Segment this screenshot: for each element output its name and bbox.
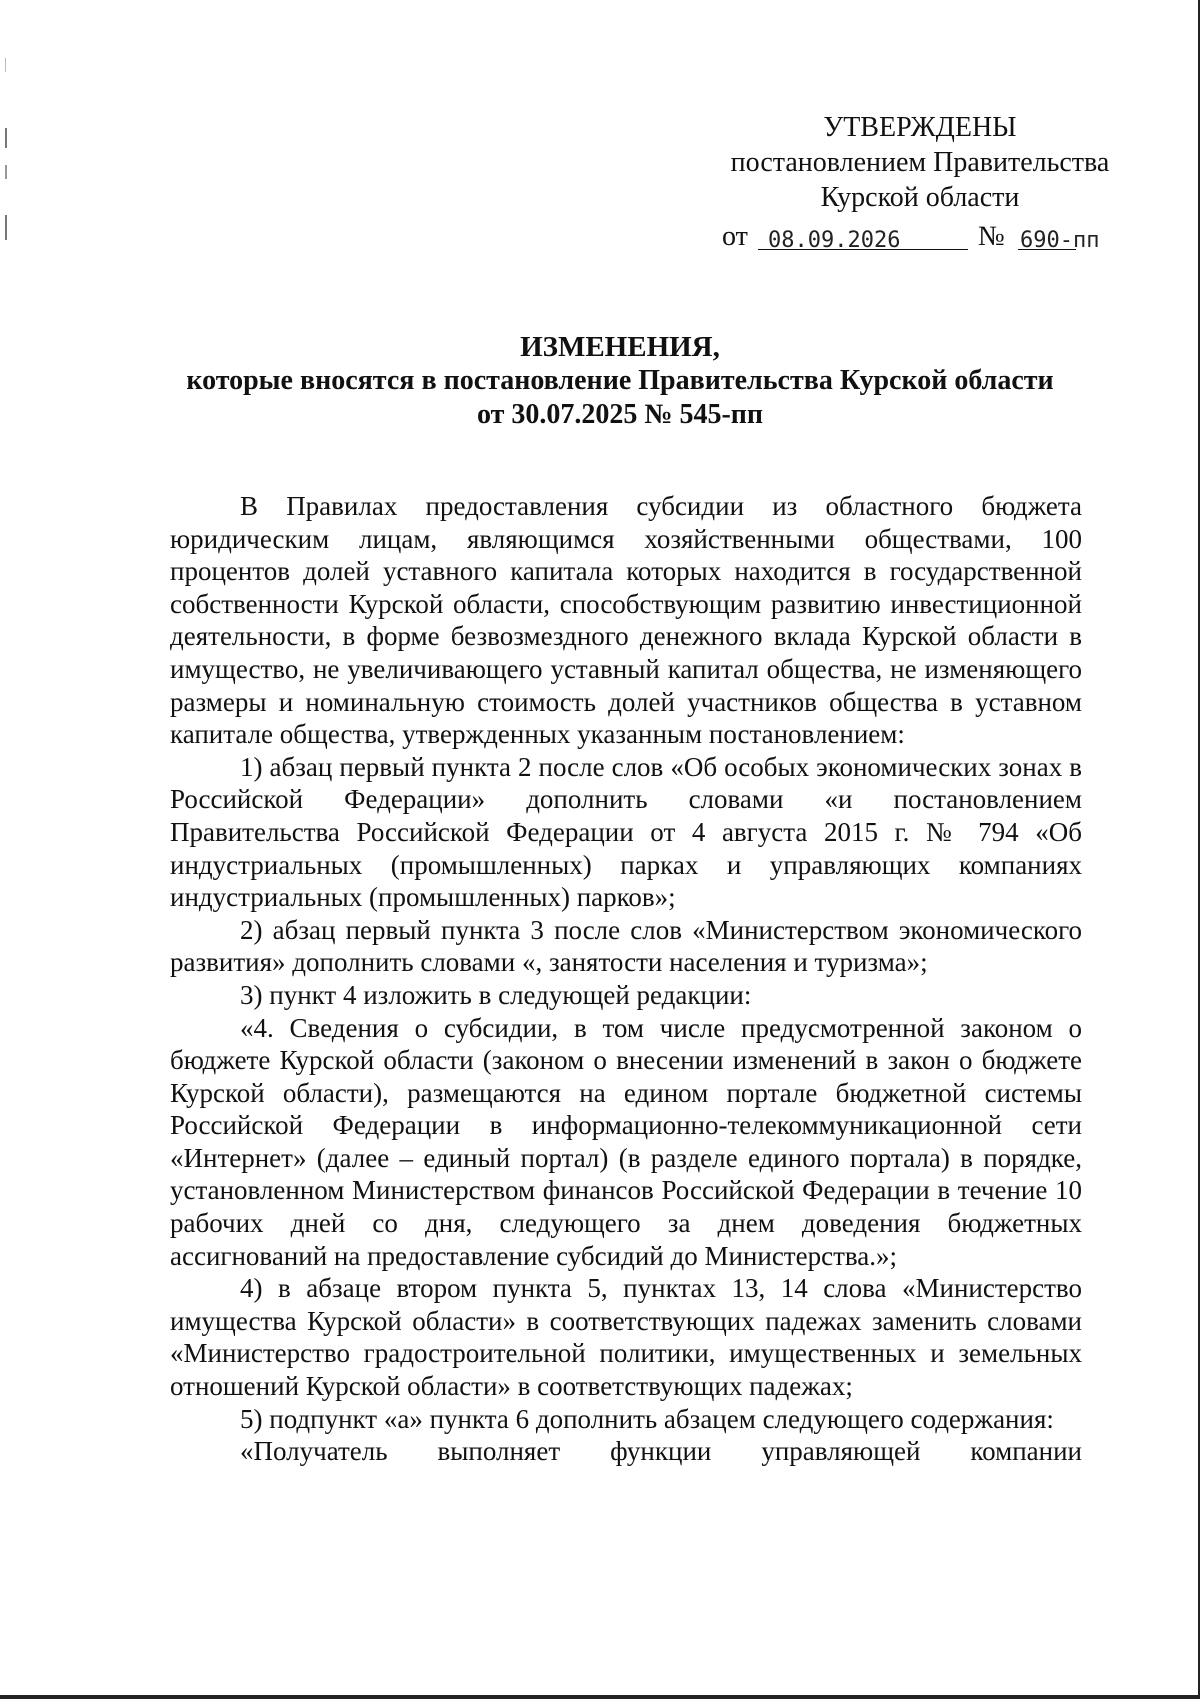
approval-region: Курской области — [820, 182, 1020, 213]
approval-number: 690-пп — [1020, 228, 1100, 253]
number-sign: № — [978, 221, 1005, 252]
paragraph-item-3-text: «4. Сведения о субсидии, в том числе предусмотренной законом о бюджете Курской области (законом о внесении изменений в закон о бюджете Курской области), размещаются на едином портале бюджетной системы Российской Федерации в информационно-телекоммуникационной сети «Интернет» (далее – единый портал) (в разделе единого портала) в порядке, установленном Министерством финансов Российской Федерации в течение 10 рабочих дней со дня, следующего за днем доведения бюджетных ассигнований на предоставление субсидий до Министерства.»; — [170, 1012, 1082, 1271]
heading-reference: от 30.07.2025 № 545-пп — [476, 399, 764, 430]
page-edge-bottom — [0, 1695, 1200, 1699]
approval-date: 08.09.2026 — [768, 228, 901, 253]
paragraph-item-5-text: «Получатель выполняет функции управляющей компании — [240, 1436, 1082, 1467]
approval-authority: постановлением Правительства — [730, 147, 1110, 178]
approval-date-line — [700, 215, 1120, 255]
paragraph-item-4: 4) в абзаце втором пункта 5, пунктах 13, 14 слова «Министерство имущества Курской области» в соответствующих падежах заменить словами «Министерство градостроительной политики, имущественных и земельных отношений Курской области» в соответствующих падежах; — [170, 1273, 1082, 1402]
approval-title: УТВЕРЖДЕНЫ — [823, 112, 1017, 143]
approval-stamp — [700, 110, 1120, 255]
paragraph-item-2: 2) абзац первый пункта 3 после слов «Министерством экономического развития» дополнить словами «, занятости населения и туризма»; — [170, 914, 1082, 978]
document-heading — [140, 330, 1100, 432]
paragraph-item-1: 1) абзац первый пункта 2 после слов «Об особых экономических зонах в Российской Федерации» дополнить словами «и постановлением Правительства Российской Федерации от 4 августа 2015 г. № 794 «Об индустриальных (промышленных) парках и управляющих компаниях индустриальных (промышленных) парков»; — [170, 751, 1082, 913]
paragraph-item-5: 5) подпункт «а» пункта 6 дополнить абзацем следующего содержания: — [240, 1403, 1054, 1434]
heading-subtitle: которые вносятся в постановление Правительства Курской области — [186, 365, 1054, 396]
document-body — [170, 490, 1082, 1468]
scan-artifact — [5, 128, 7, 148]
heading-title: ИЗМЕНЕНИЯ, — [520, 331, 720, 363]
scan-artifact — [5, 165, 7, 179]
paragraph-item-3: 3) пункт 4 изложить в следующей редакции: — [240, 979, 752, 1010]
scan-artifact — [5, 215, 7, 240]
date-prefix: от — [722, 221, 748, 252]
paragraph-intro: В Правилах предоставления субсидии из областного бюджета юридическим лицам, являющимся хозяйственными обществами, 100 процентов долей уставного капитала которых находится в государственной собственности Курской области, способствующим развитию инвестиционной деятельности, в форме безвозмездного денежного вклада Курской области в имущество, не увеличивающего уставный капитал общества, не изменяющего размеры и номинальную стоимость долей участников общества в уставном капитале общества, утвержденных указанным постановлением: — [170, 491, 1082, 750]
scan-artifact — [5, 58, 6, 72]
